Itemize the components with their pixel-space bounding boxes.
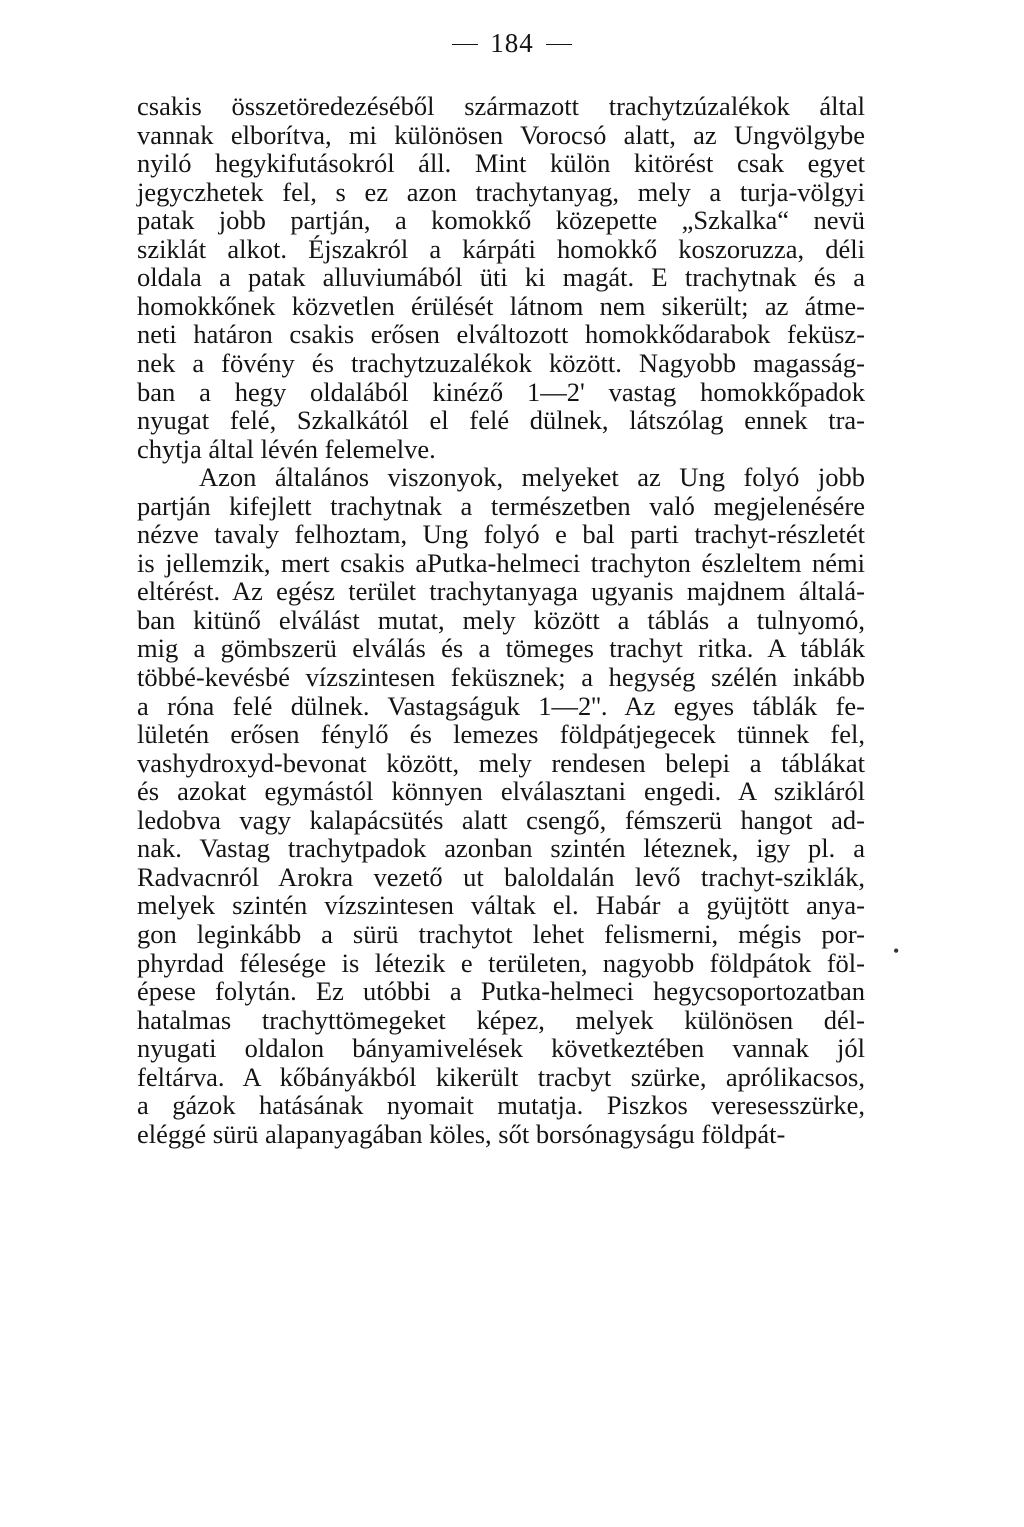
text-line: ban kitünő elválást mutat, mely között a táblás a tulnyomó, (137, 604, 865, 635)
text-line: neti határon csakis erősen elváltozott homokkődarabok feküsz- (137, 319, 865, 350)
text-line: Radvacnról Arokra vezető ut baloldalán levő trachyt-sziklák, (137, 861, 865, 892)
text-line: a róna felé dülnek. Vastagságuk 1—2''. Az egyes táblák fe- (137, 690, 865, 721)
header-dash-right (546, 44, 572, 45)
text-line: és azokat egymástól könnyen elválasztani engedi. A szikláról (137, 776, 865, 807)
text-line: sziklát alkot. Éjszakról a kárpáti homokkő koszoruzza, déli (137, 233, 865, 264)
text-line: Azon általános viszonyok, melyeket az Ung folyó jobb (199, 462, 865, 493)
text-line: nek a fövény és trachytzuzalékok között. Nagyobb magasság- (137, 347, 865, 378)
text-line: nyugat felé, Szkalkától el felé dülnek, látszólag ennek tra- (137, 405, 865, 436)
text-line: épese folytán. Ez utóbbi a Putka-helmeci hegycsoportozatban (137, 976, 865, 1007)
text-line: csakis összetöredezéséből származott trachytzúzalékok által (137, 91, 865, 121)
text-line: feltárva. A kőbányákból kikerült tracbyt szürke, aprólikacsos, (137, 1061, 865, 1092)
text-line: hatalmas trachyttömegeket képez, melyek különösen dél- (137, 1004, 865, 1035)
page-number: 184 (490, 28, 534, 58)
text-line: nézve tavaly felhoztam, Ung folyó e bal parti trachyt-részletét (137, 519, 865, 550)
text-line: ledobva vagy kalapácsütés alatt csengő, fémszerü hangot ad- (137, 804, 865, 835)
text-line: lületén erősen fénylő és lemezes földpátjegecek tünnek fel, (137, 719, 865, 750)
text-line: melyek szintén vízszintesen váltak el. Habár a gyüjtött anya- (137, 890, 865, 921)
text-line: chytja által lévén felemelve. (137, 433, 436, 464)
text-line: is jellemzik, mert csakis aPutka-helmeci trachyton észleltem némi (137, 547, 865, 578)
page-header (0, 28, 1024, 59)
text-line: nak. Vastag trachytpadok azonban szintén léteznek, igy pl. a (137, 833, 865, 864)
text-line: vannak elborítva, mi különösen Vorocsó alatt, az Ungvölgybe (137, 119, 865, 150)
text-line: mig a gömbszerü elválás és a tömeges trachyt ritka. A táblák (137, 633, 865, 664)
text-line: eltérést. Az egész terület trachytanyaga ugyanis majdnem általá- (137, 576, 865, 607)
text-line: jegyczhetek fel, s ez azon trachytanyag, mely a turja-völgyi (137, 176, 865, 207)
text-line: eléggé sürü alapanyagában köles, sőt borsónagyságu földpát- (137, 1118, 786, 1149)
text-line: ban a hegy oldalából kinéző 1—2' vastag homokkőpadok (137, 376, 865, 407)
text-line: nyiló hegykifutásokról áll. Mint külön kitörést csak egyet (137, 148, 865, 179)
text-line: patak jobb partján, a komokkő közepette „Szkalka“ nevü (137, 205, 865, 236)
header-dash-left (452, 44, 478, 45)
text-line: partján kifejlett trachytnak a természetben való megjelenésére (137, 490, 865, 521)
margin-speck: • (893, 941, 900, 961)
text-line: gon leginkább a sürü trachytot lehet felismerni, mégis por- (137, 918, 865, 949)
text-line: homokkőnek közvetlen érülését látnom nem sikerült; az átme- (137, 290, 865, 321)
text-line: többé-kevésbé vízszintesen feküsznek; a hegység szélén inkább (137, 662, 865, 692)
text-line: nyugati oldalon bányamivelések következtében vannak jól (137, 1033, 865, 1064)
text-line: phyrdad félesége is létezik e területen, nagyobb földpátok föl- (137, 947, 865, 978)
text-line: oldala a patak alluviumából üti ki magát. E trachytnak és a (137, 262, 865, 293)
text-line: vashydroxyd-bevonat között, mely rendesen belepi a táblákat (137, 747, 865, 778)
text-line: a gázok hatásának nyomait mutatja. Piszkos veresesszürke, (137, 1090, 865, 1121)
